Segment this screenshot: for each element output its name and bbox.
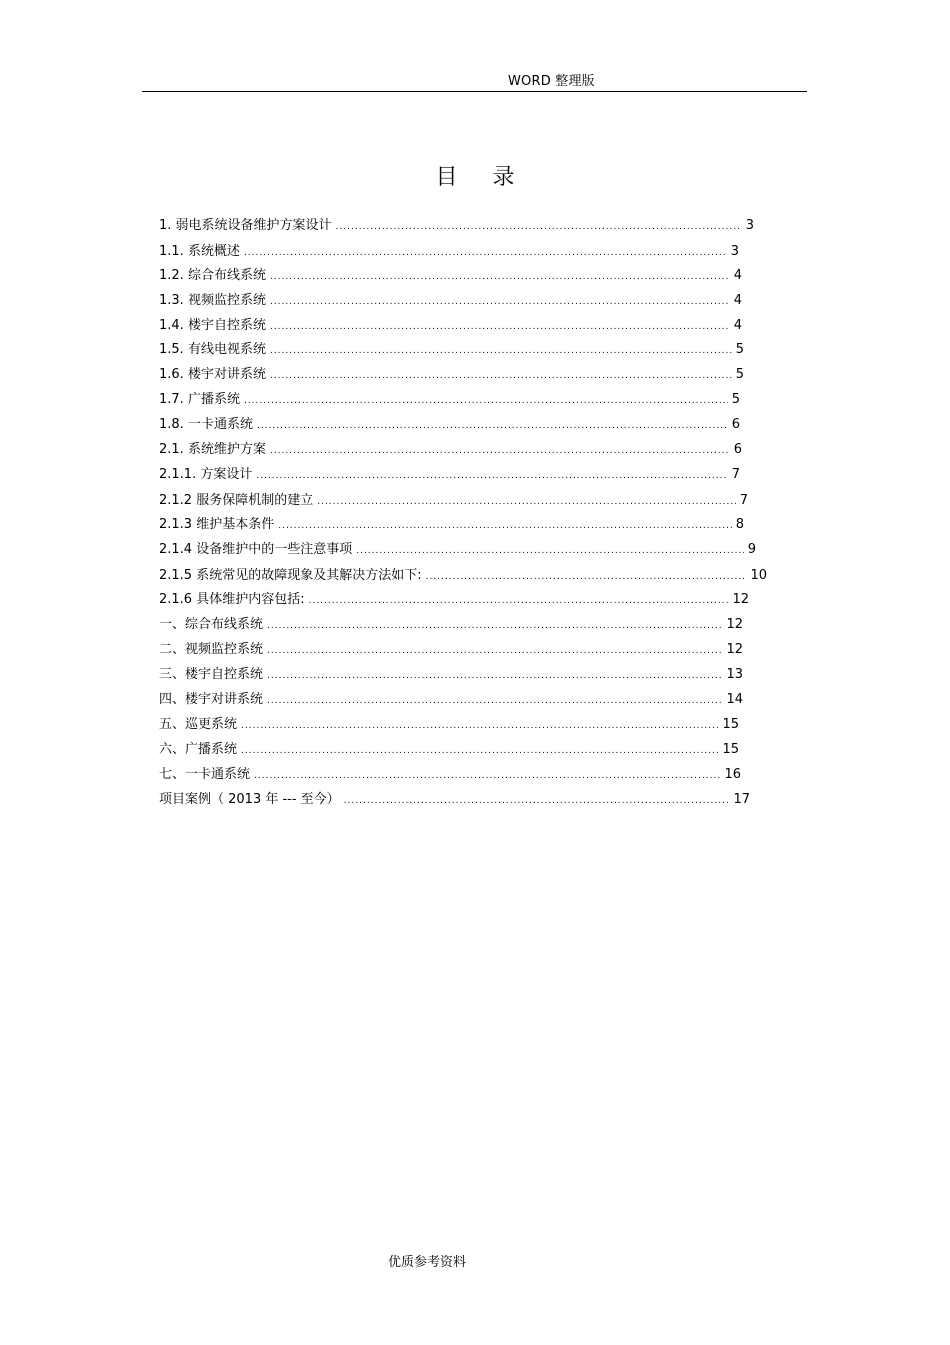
page-title: 目 录 [435,165,529,190]
toc-entry-page: 8 [735,517,744,532]
toc-entry-label: 1.8. 一卡通系统 [159,417,253,432]
toc-entry-page: 5 [731,392,740,407]
toc-entry[interactable] [159,638,743,656]
toc-dot-leader [336,222,742,232]
toc-dot-leader [241,721,718,731]
toc-entry[interactable] [159,763,741,781]
toc-entry-label: 1.1. 系统概述 [159,244,240,259]
toc-dot-leader [270,272,730,282]
toc-dot-leader [344,796,730,806]
toc-entry-page: 4 [733,318,742,333]
toc-entry[interactable] [159,588,749,606]
toc-entry-label: 项目案例（ 2013 年 --- 至今） [159,792,340,807]
toc-entry-label: 1.3. 视频监控系统 [159,293,266,308]
toc-entry-label: 2.1.3 维护基本条件 [159,517,275,532]
toc-entry-label: 2.1.5 系统常见的故障现象及其解决方法如下: [159,568,422,583]
toc-entry-page: 17 [733,792,750,807]
toc-entry-page: 14 [726,692,743,707]
toc-entry-page: 9 [747,542,756,557]
toc-dot-leader [244,248,727,258]
toc-dot-leader [278,521,732,531]
toc-entry[interactable] [159,338,744,356]
toc-entry-label: 四、楼宇对讲系统 [159,692,264,707]
toc-dot-leader [267,621,722,631]
toc-entry-page: 12 [726,642,743,657]
toc-entry-label: 二、视频监控系统 [159,642,264,657]
toc-entry[interactable] [159,413,740,431]
toc-dot-leader [254,771,720,781]
toc-entry-label: 1.2. 综合布线系统 [159,268,266,283]
toc-entry-label: 1. 弱电系统设备维护方案设计 [159,218,332,233]
toc-entry-label: 三、楼宇自控系统 [159,667,264,682]
toc-entry[interactable] [159,538,756,556]
toc-entry-page: 12 [726,617,743,632]
toc-dot-leader [309,596,729,606]
toc-dot-leader [257,421,728,431]
toc-entry[interactable] [159,564,767,582]
toc-dot-leader [270,446,730,456]
toc-entry-page: 4 [733,293,742,308]
toc-entry-label: 2.1.4 设备维护中的一些注意事项 [159,542,353,557]
toc-entry-label: 五、巡更系统 [159,717,238,732]
toc-dot-leader [267,671,722,681]
toc-entry[interactable] [159,388,740,406]
toc-entry-page: 7 [739,493,748,508]
toc-entry-page: 3 [730,244,739,259]
toc-entry[interactable] [159,513,744,531]
toc-dot-leader [267,696,722,706]
toc-entry-label: 1.4. 楼宇自控系统 [159,318,266,333]
toc-dot-leader [356,546,744,556]
header-text: WORD 整理版 [508,74,595,89]
toc-dot-leader [317,497,736,507]
toc-dot-leader [267,646,722,656]
toc-entry[interactable] [159,363,744,381]
toc-entry[interactable] [159,264,742,282]
toc-entry-label: 1.7. 广播系统 [159,392,240,407]
footer-text: 优质参考资料 [388,1255,467,1270]
toc-entry[interactable] [159,788,750,806]
toc-entry[interactable] [159,438,742,456]
toc-dot-leader [270,297,730,307]
toc-entry-page: 10 [750,568,767,583]
toc-entry-page: 4 [733,268,742,283]
toc-entry-page: 5 [735,342,744,357]
toc-dot-leader [270,371,732,381]
toc-dot-leader [256,471,727,481]
toc-entry-page: 6 [731,417,740,432]
toc-entry[interactable] [159,613,743,631]
toc-entry-label: 2.1.1. 方案设计 [159,467,253,482]
toc-entry-page: 15 [722,717,739,732]
toc-entry-page: 12 [732,592,749,607]
toc-entry-label: 2.1.2 服务保障机制的建立 [159,493,314,508]
toc-dot-leader [241,746,718,756]
toc-entry-label: 一、综合布线系统 [159,617,264,632]
toc-entry-page: 15 [722,742,739,757]
toc-entry[interactable] [159,463,740,481]
toc-entry-page: 16 [724,767,741,782]
toc-entry[interactable] [159,214,754,232]
toc-entry-page: 3 [745,218,754,233]
toc-entry[interactable] [159,663,743,681]
toc-entry[interactable] [159,289,742,307]
toc-entry[interactable] [159,314,742,332]
toc-entry[interactable] [159,688,743,706]
toc-entry-page: 7 [731,467,740,482]
toc-entry[interactable] [159,240,739,258]
toc-entry-page: 6 [733,442,742,457]
toc-entry-page: 13 [726,667,743,682]
toc-entry[interactable] [159,738,739,756]
toc-entry-label: 1.5. 有线电视系统 [159,342,266,357]
toc-entry-label: 七、一卡通系统 [159,767,251,782]
toc-entry-label: 2.1.6 具体维护内容包括: [159,592,305,607]
toc-dot-leader [270,322,730,332]
toc-dot-leader [426,572,747,582]
toc-entry[interactable] [159,713,739,731]
toc-entry[interactable] [159,489,748,507]
toc-entry-label: 2.1. 系统维护方案 [159,442,266,457]
toc-dot-leader [270,346,732,356]
toc-entry-label: 1.6. 楼宇对讲系统 [159,367,266,382]
toc-entry-label: 六、广播系统 [159,742,238,757]
toc-entry-page: 5 [735,367,744,382]
toc-dot-leader [244,396,728,406]
